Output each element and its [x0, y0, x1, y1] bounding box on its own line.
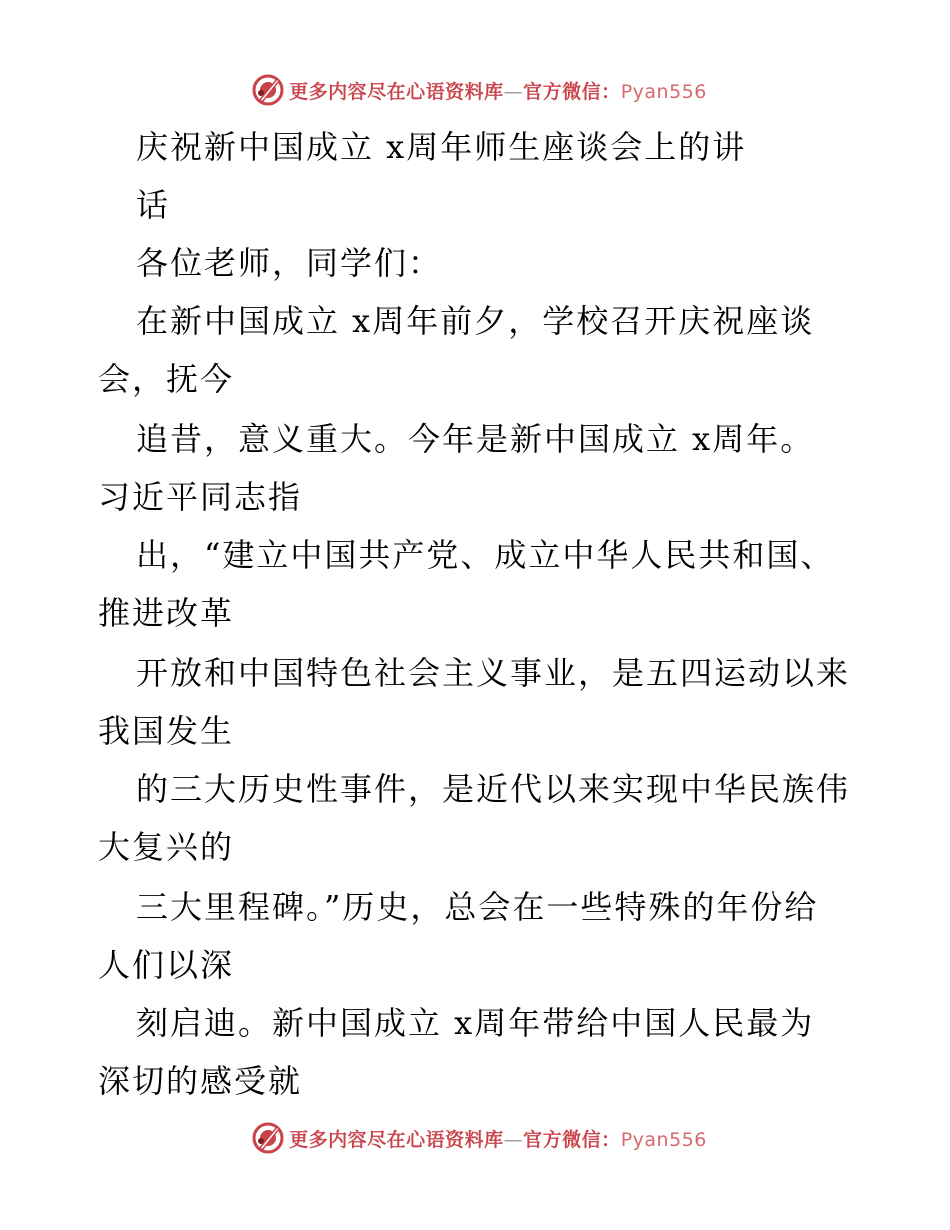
- doc-line: 大复兴的: [98, 828, 235, 866]
- banner-account: Pyan556: [620, 80, 707, 103]
- banner-site-name: 更多内容尽在心语资料库: [289, 80, 504, 103]
- doc-title-line-2: 话: [136, 186, 171, 224]
- footer-banner: [0, 1118, 950, 1158]
- doc-line: 追昔，意义重大。今年是新中国成立 x周年。: [136, 420, 815, 458]
- header-banner: [0, 70, 950, 110]
- quill-logo-icon: [251, 73, 285, 107]
- doc-line: 人们以深: [98, 946, 235, 984]
- doc-line: 在新中国成立 x周年前夕，学校召开庆祝座谈: [136, 302, 815, 340]
- quill-logo-icon: [251, 1121, 285, 1155]
- doc-line: 会，抚今: [98, 360, 235, 398]
- banner-site-name: 更多内容尽在心语资料库: [289, 1128, 504, 1151]
- banner-account: Pyan556: [620, 1128, 707, 1151]
- doc-line: 深切的感受就: [98, 1062, 303, 1100]
- doc-line: 出，“建立中国共产党、成立中华人民共和国、: [136, 536, 835, 574]
- doc-line: 三大里程碑。”历史，总会在一些特殊的年份给: [136, 888, 819, 926]
- doc-salutation: 各位老师，同学们：: [136, 244, 443, 282]
- doc-line: 推进改革: [98, 594, 235, 632]
- doc-line: 的三大历史性事件，是近代以来实现中华民族伟: [136, 770, 851, 808]
- doc-line: 我国发生: [98, 712, 235, 750]
- banner-dash: —: [503, 80, 524, 103]
- doc-line: 习近平同志指: [98, 478, 303, 516]
- banner-label: 官方微信：: [523, 80, 621, 103]
- doc-line: 刻启迪。新中国成立 x周年带给中国人民最为: [136, 1004, 815, 1042]
- doc-line: 开放和中国特色社会主义事业，是五四运动以来: [136, 654, 851, 692]
- doc-title-line-1: 庆祝新中国成立 x周年师生座谈会上的讲: [136, 128, 747, 166]
- banner-dash: —: [503, 1128, 524, 1151]
- banner-label: 官方微信：: [523, 1128, 621, 1151]
